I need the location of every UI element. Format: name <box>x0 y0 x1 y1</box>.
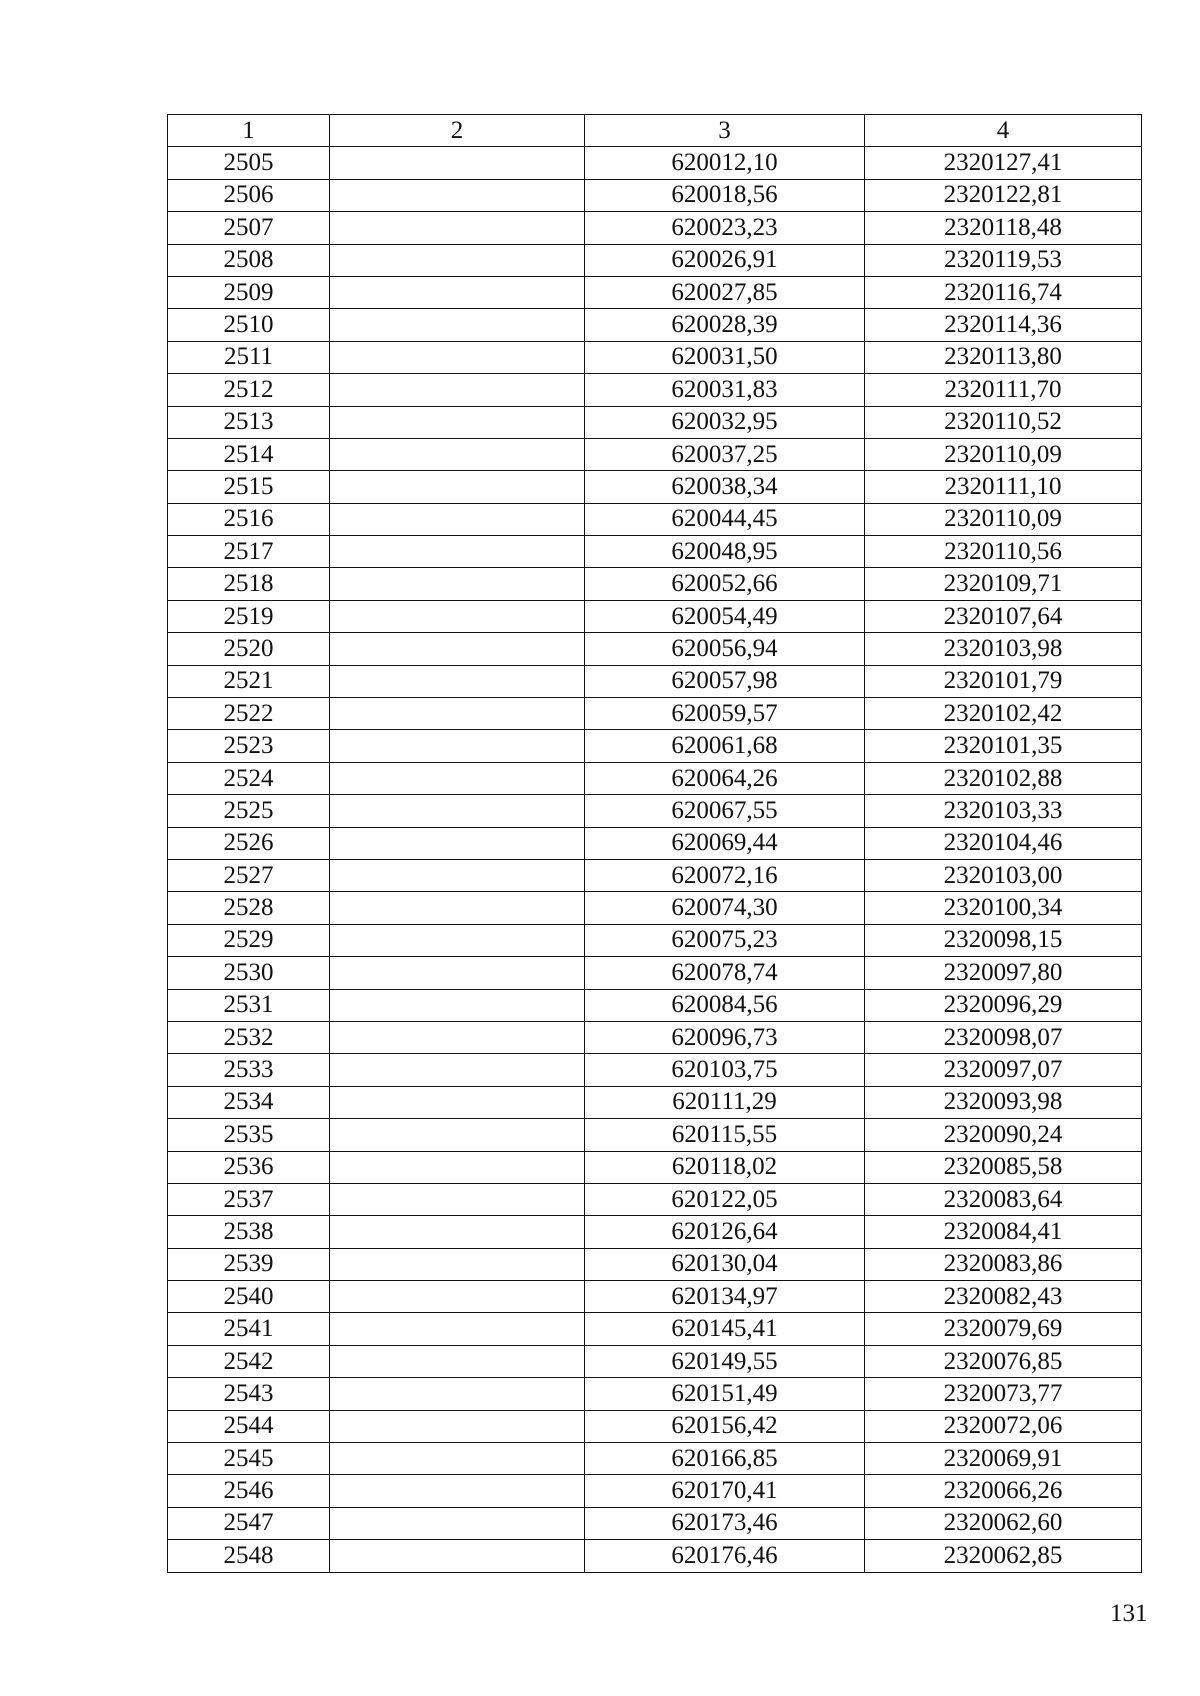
description-cell <box>330 698 585 730</box>
table-row <box>168 1443 1142 1475</box>
point-number-cell: 2540 <box>168 1281 330 1313</box>
description-cell <box>330 633 585 665</box>
point-number-cell: 2537 <box>168 1183 330 1215</box>
description-cell <box>330 276 585 308</box>
x-coordinate-cell: 620054,49 <box>585 600 865 632</box>
y-coordinate-cell: 2320119,53 <box>865 244 1142 276</box>
point-number-cell: 2534 <box>168 1086 330 1118</box>
point-number-cell: 2533 <box>168 1054 330 1086</box>
y-coordinate-cell: 2320111,10 <box>865 471 1142 503</box>
description-cell <box>330 1540 585 1572</box>
page-number: 131 <box>1110 1600 1148 1627</box>
description-cell <box>330 600 585 632</box>
point-number-cell: 2515 <box>168 471 330 503</box>
description-cell <box>330 536 585 568</box>
table-row <box>168 244 1142 276</box>
y-coordinate-cell: 2320107,64 <box>865 600 1142 632</box>
table-row <box>168 795 1142 827</box>
description-cell <box>330 795 585 827</box>
table-row <box>168 1216 1142 1248</box>
y-coordinate-cell: 2320110,09 <box>865 438 1142 470</box>
point-number-cell: 2520 <box>168 633 330 665</box>
description-cell <box>330 341 585 373</box>
x-coordinate-cell: 620052,66 <box>585 568 865 600</box>
x-coordinate-cell: 620064,26 <box>585 762 865 794</box>
point-number-cell: 2514 <box>168 438 330 470</box>
table-row <box>168 1248 1142 1280</box>
y-coordinate-cell: 2320084,41 <box>865 1216 1142 1248</box>
description-cell <box>330 1216 585 1248</box>
coordinates-table <box>167 114 1142 1573</box>
y-coordinate-cell: 2320090,24 <box>865 1119 1142 1151</box>
description-cell <box>330 1443 585 1475</box>
y-coordinate-cell: 2320100,34 <box>865 892 1142 924</box>
description-cell <box>330 1475 585 1507</box>
point-number-cell: 2517 <box>168 536 330 568</box>
description-cell <box>330 406 585 438</box>
description-cell <box>330 1410 585 1442</box>
description-cell <box>330 471 585 503</box>
x-coordinate-cell: 620018,56 <box>585 179 865 211</box>
y-coordinate-cell: 2320093,98 <box>865 1086 1142 1118</box>
x-coordinate-cell: 620044,45 <box>585 503 865 535</box>
x-coordinate-cell: 620078,74 <box>585 957 865 989</box>
y-coordinate-cell: 2320104,46 <box>865 827 1142 859</box>
x-coordinate-cell: 620026,91 <box>585 244 865 276</box>
point-number-cell: 2509 <box>168 276 330 308</box>
y-coordinate-cell: 2320083,64 <box>865 1183 1142 1215</box>
description-cell <box>330 1281 585 1313</box>
table-row <box>168 633 1142 665</box>
description-cell <box>330 989 585 1021</box>
table-row <box>168 1021 1142 1053</box>
x-coordinate-cell: 620061,68 <box>585 730 865 762</box>
y-coordinate-cell: 2320073,77 <box>865 1378 1142 1410</box>
point-number-cell: 2511 <box>168 341 330 373</box>
x-coordinate-cell: 620069,44 <box>585 827 865 859</box>
description-cell <box>330 438 585 470</box>
header-cell-2: 2 <box>330 115 585 147</box>
description-cell <box>330 1119 585 1151</box>
y-coordinate-cell: 2320062,85 <box>865 1540 1142 1572</box>
x-coordinate-cell: 620072,16 <box>585 859 865 891</box>
point-number-cell: 2523 <box>168 730 330 762</box>
x-coordinate-cell: 620122,05 <box>585 1183 865 1215</box>
description-cell <box>330 1151 585 1183</box>
y-coordinate-cell: 2320110,52 <box>865 406 1142 438</box>
point-number-cell: 2522 <box>168 698 330 730</box>
description-cell <box>330 1507 585 1539</box>
point-number-cell: 2545 <box>168 1443 330 1475</box>
x-coordinate-cell: 620031,50 <box>585 341 865 373</box>
description-cell <box>330 1313 585 1345</box>
point-number-cell: 2541 <box>168 1313 330 1345</box>
x-coordinate-cell: 620115,55 <box>585 1119 865 1151</box>
x-coordinate-cell: 620038,34 <box>585 471 865 503</box>
x-coordinate-cell: 620067,55 <box>585 795 865 827</box>
table-row <box>168 1378 1142 1410</box>
description-cell <box>330 568 585 600</box>
x-coordinate-cell: 620145,41 <box>585 1313 865 1345</box>
point-number-cell: 2506 <box>168 179 330 211</box>
table-row <box>168 600 1142 632</box>
table-row <box>168 1054 1142 1086</box>
description-cell <box>330 762 585 794</box>
table-row <box>168 1313 1142 1345</box>
y-coordinate-cell: 2320062,60 <box>865 1507 1142 1539</box>
point-number-cell: 2528 <box>168 892 330 924</box>
y-coordinate-cell: 2320102,42 <box>865 698 1142 730</box>
y-coordinate-cell: 2320098,15 <box>865 924 1142 956</box>
description-cell <box>330 1378 585 1410</box>
table-row <box>168 1119 1142 1151</box>
y-coordinate-cell: 2320111,70 <box>865 374 1142 406</box>
description-cell <box>330 665 585 697</box>
point-number-cell: 2531 <box>168 989 330 1021</box>
y-coordinate-cell: 2320122,81 <box>865 179 1142 211</box>
table-row <box>168 536 1142 568</box>
y-coordinate-cell: 2320097,07 <box>865 1054 1142 1086</box>
y-coordinate-cell: 2320072,06 <box>865 1410 1142 1442</box>
y-coordinate-cell: 2320069,91 <box>865 1443 1142 1475</box>
x-coordinate-cell: 620126,64 <box>585 1216 865 1248</box>
y-coordinate-cell: 2320098,07 <box>865 1021 1142 1053</box>
x-coordinate-cell: 620012,10 <box>585 147 865 179</box>
description-cell <box>330 1248 585 1280</box>
table-header-row <box>168 115 1142 147</box>
y-coordinate-cell: 2320103,00 <box>865 859 1142 891</box>
x-coordinate-cell: 620032,95 <box>585 406 865 438</box>
description-cell <box>330 957 585 989</box>
point-number-cell: 2508 <box>168 244 330 276</box>
table-row <box>168 374 1142 406</box>
point-number-cell: 2505 <box>168 147 330 179</box>
y-coordinate-cell: 2320116,74 <box>865 276 1142 308</box>
point-number-cell: 2535 <box>168 1119 330 1151</box>
table-row <box>168 859 1142 891</box>
point-number-cell: 2519 <box>168 600 330 632</box>
x-coordinate-cell: 620118,02 <box>585 1151 865 1183</box>
table-row <box>168 1281 1142 1313</box>
x-coordinate-cell: 620173,46 <box>585 1507 865 1539</box>
description-cell <box>330 244 585 276</box>
y-coordinate-cell: 2320114,36 <box>865 309 1142 341</box>
x-coordinate-cell: 620028,39 <box>585 309 865 341</box>
x-coordinate-cell: 620156,42 <box>585 1410 865 1442</box>
x-coordinate-cell: 620176,46 <box>585 1540 865 1572</box>
point-number-cell: 2507 <box>168 212 330 244</box>
description-cell <box>330 892 585 924</box>
x-coordinate-cell: 620134,97 <box>585 1281 865 1313</box>
point-number-cell: 2525 <box>168 795 330 827</box>
table-row <box>168 1151 1142 1183</box>
y-coordinate-cell: 2320102,88 <box>865 762 1142 794</box>
point-number-cell: 2524 <box>168 762 330 794</box>
table-row <box>168 212 1142 244</box>
point-number-cell: 2527 <box>168 859 330 891</box>
table-row <box>168 1507 1142 1539</box>
description-cell <box>330 147 585 179</box>
table-row <box>168 1540 1142 1572</box>
y-coordinate-cell: 2320110,09 <box>865 503 1142 535</box>
table-row <box>168 438 1142 470</box>
description-cell <box>330 924 585 956</box>
table-row <box>168 1183 1142 1215</box>
point-number-cell: 2548 <box>168 1540 330 1572</box>
y-coordinate-cell: 2320127,41 <box>865 147 1142 179</box>
x-coordinate-cell: 620027,85 <box>585 276 865 308</box>
x-coordinate-cell: 620023,23 <box>585 212 865 244</box>
y-coordinate-cell: 2320118,48 <box>865 212 1142 244</box>
table-row <box>168 924 1142 956</box>
point-number-cell: 2521 <box>168 665 330 697</box>
description-cell <box>330 179 585 211</box>
point-number-cell: 2539 <box>168 1248 330 1280</box>
point-number-cell: 2518 <box>168 568 330 600</box>
point-number-cell: 2536 <box>168 1151 330 1183</box>
table-row <box>168 471 1142 503</box>
point-number-cell: 2542 <box>168 1345 330 1377</box>
y-coordinate-cell: 2320103,98 <box>865 633 1142 665</box>
table-row <box>168 1345 1142 1377</box>
point-number-cell: 2543 <box>168 1378 330 1410</box>
y-coordinate-cell: 2320076,85 <box>865 1345 1142 1377</box>
description-cell <box>330 859 585 891</box>
point-number-cell: 2512 <box>168 374 330 406</box>
x-coordinate-cell: 620059,57 <box>585 698 865 730</box>
y-coordinate-cell: 2320103,33 <box>865 795 1142 827</box>
point-number-cell: 2547 <box>168 1507 330 1539</box>
description-cell <box>330 1054 585 1086</box>
table-row <box>168 179 1142 211</box>
x-coordinate-cell: 620170,41 <box>585 1475 865 1507</box>
x-coordinate-cell: 620031,83 <box>585 374 865 406</box>
point-number-cell: 2516 <box>168 503 330 535</box>
table-row <box>168 309 1142 341</box>
description-cell <box>330 503 585 535</box>
description-cell <box>330 212 585 244</box>
table-row <box>168 1475 1142 1507</box>
description-cell <box>330 1021 585 1053</box>
x-coordinate-cell: 620048,95 <box>585 536 865 568</box>
description-cell <box>330 1183 585 1215</box>
table-row <box>168 406 1142 438</box>
x-coordinate-cell: 620057,98 <box>585 665 865 697</box>
y-coordinate-cell: 2320110,56 <box>865 536 1142 568</box>
y-coordinate-cell: 2320085,58 <box>865 1151 1142 1183</box>
table-body <box>168 115 1142 1573</box>
point-number-cell: 2538 <box>168 1216 330 1248</box>
table-row <box>168 698 1142 730</box>
point-number-cell: 2526 <box>168 827 330 859</box>
table-row <box>168 730 1142 762</box>
x-coordinate-cell: 620151,49 <box>585 1378 865 1410</box>
x-coordinate-cell: 620096,73 <box>585 1021 865 1053</box>
description-cell <box>330 1086 585 1118</box>
y-coordinate-cell: 2320066,26 <box>865 1475 1142 1507</box>
y-coordinate-cell: 2320083,86 <box>865 1248 1142 1280</box>
x-coordinate-cell: 620084,56 <box>585 989 865 1021</box>
x-coordinate-cell: 620130,04 <box>585 1248 865 1280</box>
y-coordinate-cell: 2320082,43 <box>865 1281 1142 1313</box>
table-row <box>168 503 1142 535</box>
y-coordinate-cell: 2320101,79 <box>865 665 1142 697</box>
x-coordinate-cell: 620074,30 <box>585 892 865 924</box>
y-coordinate-cell: 2320109,71 <box>865 568 1142 600</box>
table-row <box>168 989 1142 1021</box>
y-coordinate-cell: 2320079,69 <box>865 1313 1142 1345</box>
header-cell-1: 1 <box>168 115 330 147</box>
table-row <box>168 568 1142 600</box>
table-row <box>168 1410 1142 1442</box>
description-cell <box>330 730 585 762</box>
point-number-cell: 2530 <box>168 957 330 989</box>
point-number-cell: 2532 <box>168 1021 330 1053</box>
y-coordinate-cell: 2320096,29 <box>865 989 1142 1021</box>
table-row <box>168 276 1142 308</box>
point-number-cell: 2544 <box>168 1410 330 1442</box>
x-coordinate-cell: 620037,25 <box>585 438 865 470</box>
description-cell <box>330 309 585 341</box>
x-coordinate-cell: 620111,29 <box>585 1086 865 1118</box>
y-coordinate-cell: 2320101,35 <box>865 730 1142 762</box>
description-cell <box>330 374 585 406</box>
table-row <box>168 147 1142 179</box>
point-number-cell: 2513 <box>168 406 330 438</box>
x-coordinate-cell: 620056,94 <box>585 633 865 665</box>
point-number-cell: 2510 <box>168 309 330 341</box>
y-coordinate-cell: 2320113,80 <box>865 341 1142 373</box>
y-coordinate-cell: 2320097,80 <box>865 957 1142 989</box>
x-coordinate-cell: 620075,23 <box>585 924 865 956</box>
x-coordinate-cell: 620166,85 <box>585 1443 865 1475</box>
header-cell-4: 4 <box>865 115 1142 147</box>
header-cell-3: 3 <box>585 115 865 147</box>
point-number-cell: 2529 <box>168 924 330 956</box>
description-cell <box>330 827 585 859</box>
x-coordinate-cell: 620103,75 <box>585 1054 865 1086</box>
table-row <box>168 762 1142 794</box>
table-row <box>168 665 1142 697</box>
table-row <box>168 341 1142 373</box>
description-cell <box>330 1345 585 1377</box>
table-row <box>168 827 1142 859</box>
table-row <box>168 892 1142 924</box>
table-row <box>168 1086 1142 1118</box>
point-number-cell: 2546 <box>168 1475 330 1507</box>
x-coordinate-cell: 620149,55 <box>585 1345 865 1377</box>
table-row <box>168 957 1142 989</box>
